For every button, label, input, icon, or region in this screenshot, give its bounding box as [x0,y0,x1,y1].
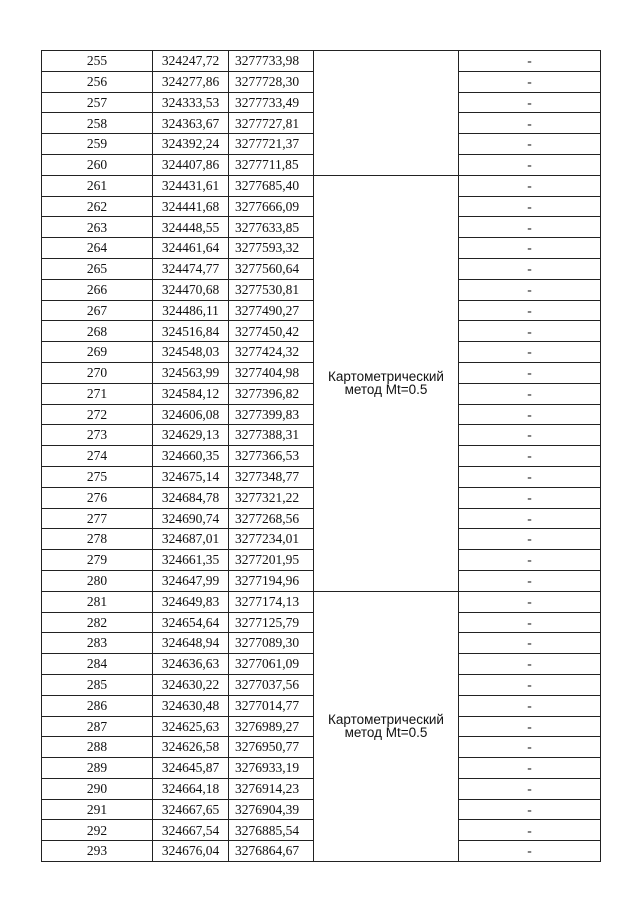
method-cell [314,51,459,176]
x-coordinate-cell: 324516,84 [153,321,229,342]
x-coordinate-cell: 324667,65 [153,799,229,820]
note-cell: - [459,196,601,217]
y-coordinate-cell: 3277125,79 [229,612,314,633]
method-line-1: Картометрический [328,711,444,727]
note-cell: - [459,258,601,279]
coordinates-table [41,50,601,862]
note-cell: - [459,466,601,487]
note-cell: - [459,695,601,716]
x-coordinate-cell: 324606,08 [153,404,229,425]
x-coordinate-cell: 324563,99 [153,362,229,383]
method-line-1: Картометрический [328,368,444,384]
y-coordinate-cell: 3277037,56 [229,674,314,695]
x-coordinate-cell: 324548,03 [153,342,229,363]
table-row [42,175,601,196]
y-coordinate-cell: 3277201,95 [229,550,314,571]
y-coordinate-cell: 3276914,23 [229,778,314,799]
note-cell: - [459,841,601,862]
note-cell: - [459,404,601,425]
point-number-cell: 284 [42,654,153,675]
note-cell: - [459,778,601,799]
y-coordinate-cell: 3277014,77 [229,695,314,716]
point-number-cell: 264 [42,238,153,259]
x-coordinate-cell: 324584,12 [153,383,229,404]
point-number-cell: 279 [42,550,153,571]
point-number-cell: 262 [42,196,153,217]
note-cell: - [459,425,601,446]
point-number-cell: 290 [42,778,153,799]
y-coordinate-cell: 3277593,32 [229,238,314,259]
point-number-cell: 256 [42,71,153,92]
y-coordinate-cell: 3277348,77 [229,466,314,487]
y-coordinate-cell: 3277711,85 [229,154,314,175]
point-number-cell: 266 [42,279,153,300]
point-number-cell: 291 [42,799,153,820]
x-coordinate-cell: 324676,04 [153,841,229,862]
y-coordinate-cell: 3277404,98 [229,362,314,383]
note-cell: - [459,487,601,508]
note-cell: - [459,342,601,363]
point-number-cell: 257 [42,92,153,113]
point-number-cell: 268 [42,321,153,342]
x-coordinate-cell: 324625,63 [153,716,229,737]
x-coordinate-cell: 324645,87 [153,758,229,779]
y-coordinate-cell: 3277490,27 [229,300,314,321]
x-coordinate-cell: 324630,22 [153,674,229,695]
y-coordinate-cell: 3277399,83 [229,404,314,425]
x-coordinate-cell: 324667,54 [153,820,229,841]
point-number-cell: 275 [42,466,153,487]
point-number-cell: 274 [42,446,153,467]
note-cell: - [459,820,601,841]
point-number-cell: 273 [42,425,153,446]
y-coordinate-cell: 3276950,77 [229,737,314,758]
y-coordinate-cell: 3277061,09 [229,654,314,675]
x-coordinate-cell: 324363,67 [153,113,229,134]
point-number-cell: 276 [42,487,153,508]
x-coordinate-cell: 324636,63 [153,654,229,675]
x-coordinate-cell: 324392,24 [153,134,229,155]
note-cell: - [459,362,601,383]
method-line-2: метод Mt=0.5 [344,725,428,741]
note-cell: - [459,154,601,175]
y-coordinate-cell: 3277089,30 [229,633,314,654]
point-number-cell: 271 [42,383,153,404]
y-coordinate-cell: 3277728,30 [229,71,314,92]
y-coordinate-cell: 3276989,27 [229,716,314,737]
note-cell: - [459,134,601,155]
y-coordinate-cell: 3276864,67 [229,841,314,862]
x-coordinate-cell: 324647,99 [153,570,229,591]
point-number-cell: 265 [42,258,153,279]
point-number-cell: 258 [42,113,153,134]
point-number-cell: 269 [42,342,153,363]
y-coordinate-cell: 3277424,32 [229,342,314,363]
y-coordinate-cell: 3277366,53 [229,446,314,467]
x-coordinate-cell: 324474,77 [153,258,229,279]
point-number-cell: 263 [42,217,153,238]
point-number-cell: 286 [42,695,153,716]
y-coordinate-cell: 3277530,81 [229,279,314,300]
note-cell: - [459,550,601,571]
note-cell: - [459,508,601,529]
y-coordinate-cell: 3277727,81 [229,113,314,134]
note-cell: - [459,612,601,633]
point-number-cell: 270 [42,362,153,383]
x-coordinate-cell: 324687,01 [153,529,229,550]
x-coordinate-cell: 324626,58 [153,737,229,758]
note-cell: - [459,716,601,737]
note-cell: - [459,799,601,820]
point-number-cell: 289 [42,758,153,779]
method-cell [314,175,459,591]
y-coordinate-cell: 3277234,01 [229,529,314,550]
y-coordinate-cell: 3277321,22 [229,487,314,508]
point-number-cell: 261 [42,175,153,196]
y-coordinate-cell: 3277721,37 [229,134,314,155]
point-number-cell: 260 [42,154,153,175]
x-coordinate-cell: 324675,14 [153,466,229,487]
x-coordinate-cell: 324648,94 [153,633,229,654]
point-number-cell: 267 [42,300,153,321]
note-cell: - [459,446,601,467]
point-number-cell: 293 [42,841,153,862]
note-cell: - [459,217,601,238]
x-coordinate-cell: 324660,35 [153,446,229,467]
x-coordinate-cell: 324470,68 [153,279,229,300]
y-coordinate-cell: 3276885,54 [229,820,314,841]
note-cell: - [459,238,601,259]
x-coordinate-cell: 324277,86 [153,71,229,92]
x-coordinate-cell: 324448,55 [153,217,229,238]
table-row [42,591,601,612]
y-coordinate-cell: 3277685,40 [229,175,314,196]
note-cell: - [459,321,601,342]
point-number-cell: 281 [42,591,153,612]
point-number-cell: 283 [42,633,153,654]
y-coordinate-cell: 3277560,64 [229,258,314,279]
y-coordinate-cell: 3277733,49 [229,92,314,113]
point-number-cell: 287 [42,716,153,737]
x-coordinate-cell: 324247,72 [153,51,229,72]
point-number-cell: 280 [42,570,153,591]
y-coordinate-cell: 3277396,82 [229,383,314,404]
note-cell: - [459,113,601,134]
point-number-cell: 282 [42,612,153,633]
x-coordinate-cell: 324461,64 [153,238,229,259]
y-coordinate-cell: 3276904,39 [229,799,314,820]
method-line-2: метод Mt=0.5 [344,382,428,398]
x-coordinate-cell: 324431,61 [153,175,229,196]
y-coordinate-cell: 3277666,09 [229,196,314,217]
x-coordinate-cell: 324661,35 [153,550,229,571]
y-coordinate-cell: 3277174,13 [229,591,314,612]
point-number-cell: 255 [42,51,153,72]
x-coordinate-cell: 324629,13 [153,425,229,446]
x-coordinate-cell: 324486,11 [153,300,229,321]
x-coordinate-cell: 324333,53 [153,92,229,113]
note-cell: - [459,279,601,300]
y-coordinate-cell: 3277268,56 [229,508,314,529]
note-cell: - [459,71,601,92]
note-cell: - [459,674,601,695]
note-cell: - [459,591,601,612]
note-cell: - [459,383,601,404]
y-coordinate-cell: 3276933,19 [229,758,314,779]
point-number-cell: 285 [42,674,153,695]
note-cell: - [459,529,601,550]
note-cell: - [459,51,601,72]
note-cell: - [459,175,601,196]
x-coordinate-cell: 324690,74 [153,508,229,529]
method-cell [314,591,459,861]
note-cell: - [459,633,601,654]
point-number-cell: 288 [42,737,153,758]
y-coordinate-cell: 3277633,85 [229,217,314,238]
point-number-cell: 277 [42,508,153,529]
point-number-cell: 272 [42,404,153,425]
note-cell: - [459,570,601,591]
coordinates-table-body [42,51,601,862]
y-coordinate-cell: 3277388,31 [229,425,314,446]
x-coordinate-cell: 324649,83 [153,591,229,612]
x-coordinate-cell: 324630,48 [153,695,229,716]
x-coordinate-cell: 324664,18 [153,778,229,799]
x-coordinate-cell: 324441,68 [153,196,229,217]
note-cell: - [459,737,601,758]
point-number-cell: 278 [42,529,153,550]
x-coordinate-cell: 324407,86 [153,154,229,175]
point-number-cell: 259 [42,134,153,155]
point-number-cell: 292 [42,820,153,841]
y-coordinate-cell: 3277450,42 [229,321,314,342]
note-cell: - [459,654,601,675]
note-cell: - [459,92,601,113]
note-cell: - [459,300,601,321]
x-coordinate-cell: 324684,78 [153,487,229,508]
y-coordinate-cell: 3277194,96 [229,570,314,591]
x-coordinate-cell: 324654,64 [153,612,229,633]
table-row [42,51,601,72]
note-cell: - [459,758,601,779]
y-coordinate-cell: 3277733,98 [229,51,314,72]
